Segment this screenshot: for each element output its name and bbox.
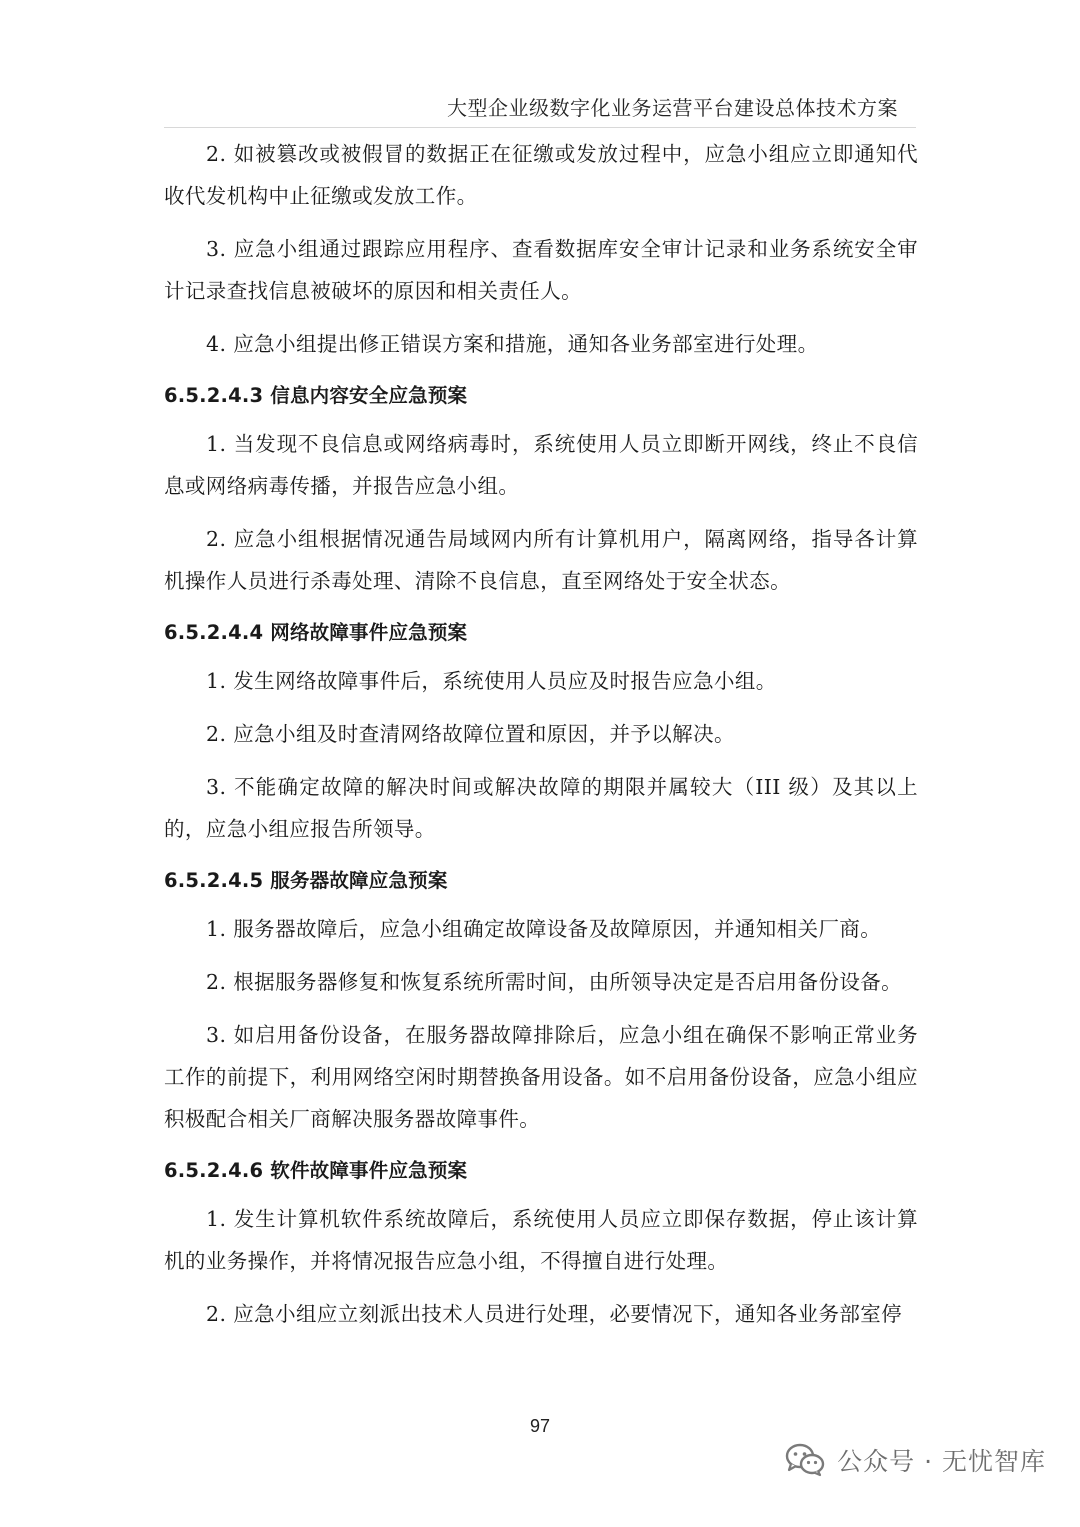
paragraph: 1. 发生网络故障事件后，系统使用人员应及时报告应急小组。: [206, 669, 777, 693]
section-heading: 6.5.2.4.4 网络故障事件应急预案: [164, 621, 468, 644]
paragraph: 4. 应急小组提出修正错误方案和措施，通知各业务部室进行处理。: [206, 332, 819, 356]
page-number: 97: [529, 1416, 551, 1436]
watermark: [785, 1440, 1046, 1480]
running-header: 大型企业级数字化业务运营平台建设总体技术方案: [447, 96, 898, 120]
paragraph: 3. 应急小组通过跟踪应用程序、查看数据库安全审计记录和业务系统安全审计记录查找信息被破坏的原因和相关责任人。: [164, 237, 918, 303]
watermark-text: 公众号 · 无忧智库: [837, 1447, 1046, 1476]
wechat-icon: [785, 1443, 825, 1477]
paragraph: 3. 不能确定故障的解决时间或解决故障的期限并属较大（III 级）及其以上的，应急小组应报告所领导。: [164, 775, 918, 841]
paragraph: 2. 根据服务器修复和恢复系统所需时间，由所领导决定是否启用备份设备。: [206, 970, 903, 994]
paragraph: 2. 如被篡改或被假冒的数据正在征缴或发放过程中，应急小组应立即通知代收代发机构中止征缴或发放工作。: [164, 142, 918, 208]
paragraph: 1. 服务器故障后，应急小组确定故障设备及故障原因，并通知相关厂商。: [206, 917, 882, 941]
section-heading: 6.5.2.4.6 软件故障事件应急预案: [164, 1159, 468, 1182]
header-rule: [164, 127, 916, 128]
paragraph: 2. 应急小组及时查清网络故障位置和原因，并予以解决。: [206, 722, 735, 746]
section-heading: 6.5.2.4.3 信息内容安全应急预案: [164, 384, 468, 407]
paragraph: 2. 应急小组应立刻派出技术人员进行处理，必要情况下，通知各业务部室停: [206, 1302, 903, 1326]
section-heading: 6.5.2.4.5 服务器故障应急预案: [164, 869, 448, 892]
page-body: [164, 133, 918, 1335]
paragraph: 3. 如启用备份设备，在服务器故障排除后，应急小组在确保不影响正常业务工作的前提下，利用网络空闲时期替换备用设备。如不启用备份设备，应急小组应积极配合相关厂商解决服务器故障事件。: [164, 1023, 918, 1131]
paragraph: 2. 应急小组根据情况通告局域网内所有计算机用户，隔离网络，指导各计算机操作人员进行杀毒处理、清除不良信息，直至网络处于安全状态。: [164, 527, 918, 593]
paragraph: 1. 当发现不良信息或网络病毒时，系统使用人员立即断开网线，终止不良信息或网络病毒传播，并报告应急小组。: [164, 432, 918, 498]
paragraph: 1. 发生计算机软件系统故障后，系统使用人员应立即保存数据，停止该计算机的业务操作，并将情况报告应急小组，不得擅自进行处理。: [164, 1207, 918, 1273]
